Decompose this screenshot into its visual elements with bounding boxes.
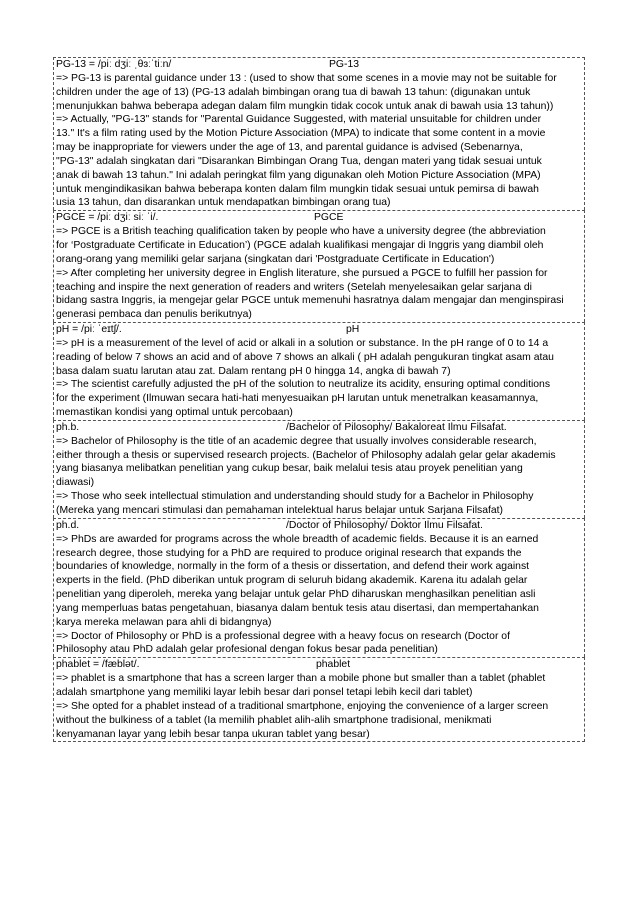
entry-text-line: teaching and inspire the next generation of readers and writers (Setelah menyelesaikan gelar sarjana di bbox=[56, 281, 532, 293]
entry-header bbox=[54, 211, 584, 225]
entry-text-line: boundaries of knowledge, normally in the form of a thesis or dissertation, and defend their work against bbox=[56, 561, 530, 573]
entry-ph bbox=[53, 322, 585, 420]
entry-text-line: reading of below 7 shows an acid and of above 7 shows an alkali ( pH adalah pengukuran tingkat asam atau bbox=[56, 351, 554, 363]
entry-text-line: (Mereka yang mencari stimulasi dan pemahaman intelektual harus belajar untuk Sarjana Filsafat) bbox=[56, 505, 504, 516]
entry-text-line: for the experiment (Ilmuwan secara hati-hati menyesuaikan pH larutan untuk menetralkan keasamannya, bbox=[56, 393, 539, 405]
entry-phablet bbox=[53, 657, 585, 742]
entry-text-line: untuk mengindikasikan bahwa beberapa konten dalam film mungkin tidak sesuai untuk pemirsa di bawah bbox=[56, 183, 539, 195]
entry-text-line: menunjukkan bahwa beberapa adegan dalam film mungkin tidak cocok untuk anak di bawah usia 13 tahun)) bbox=[56, 100, 554, 112]
entry-text-line: children under the age of 13) (PG-13 adalah bimbingan orang tua di bawah 13 tahun: (digunakan untuk bbox=[56, 86, 531, 98]
entry-term: pH bbox=[346, 324, 360, 336]
entry-text-line: => Those who seek intellectual stimulation and understanding should study for a Bachelor in Philosophy bbox=[56, 491, 534, 503]
entry-text-line: may be inappropriate for viewers under the age of 13, and parental guidance is advised (Sebenarnya, bbox=[56, 142, 523, 154]
entry-pronunciation: PGCE = /piː dʒiː siː ˈi/. bbox=[56, 212, 159, 224]
entry-phd bbox=[53, 518, 585, 657]
entry-text-line: => Bachelor of Philosophy is the title of an academic degree that usually involves considerable research, bbox=[56, 435, 537, 447]
entry-text-line: kenyamanan layar yang lebih besar tanpa ukuran tablet yang besar) bbox=[56, 728, 370, 740]
entry-text-line: experts in the field. (PhD diberikan untuk program di seluruh bidang akademik. Karena itu adalah gelar bbox=[56, 575, 528, 587]
entry-text-line: orang-orang yang memiliki gelar sarjana (singkatan dari 'Postgraduate Certificate in Education') bbox=[56, 253, 495, 265]
entry-pronunciation: PG-13 = /piː dʒiː ˌθɜːˈtiːn/ bbox=[56, 59, 172, 70]
entry-text-line: anak di bawah 13 tahun." Ini adalah peringkat film yang digunakan oleh Motion Picture Association (MPA) bbox=[56, 169, 541, 181]
entry-text-line: => Actually, "PG-13" stands for "Parental Guidance Suggested, with material unsuitable for children under bbox=[56, 114, 542, 126]
entry-phb bbox=[53, 420, 585, 518]
entry-text-line: => The scientist carefully adjusted the pH of the solution to neutralize its acidity, ensuring optimal conditions bbox=[56, 379, 551, 391]
entry-text-line: "PG-13" adalah singkatan dari "Disarankan Bimbingan Orang Tua, dengan materi yang tidak sesuai untuk bbox=[56, 155, 542, 167]
entry-text-line: => Doctor of Philosophy or PhD is a professional degree with a heavy focus on research (Doctor of bbox=[56, 630, 510, 642]
entry-term: phablet bbox=[316, 659, 351, 671]
entry-text-line: yang memperluas batas pengetahuan, biasanya dalam bentuk tesis atau disertasi, dan mempertahankan bbox=[56, 602, 539, 614]
entry-text-line: diawasi) bbox=[56, 477, 95, 489]
entry-text-line: without the bulkiness of a tablet (Ia memilih phablet alih-alih smartphone tradisional, menikmati bbox=[56, 714, 492, 726]
entry-term: /Bachelor of Pilosophy/ Bakaloreat Ilmu Filsafat. bbox=[286, 421, 507, 433]
entry-text-line: usia 13 tahun, dan disarankan untuk mendapatkan bimbingan orang tua) bbox=[56, 197, 391, 209]
entry-text-line: basa dalam suatu larutan atau zat. Dalam rentang pH 0 hingga 14, angka di bawah 7) bbox=[56, 365, 451, 377]
entry-text-line: for ‘Postgraduate Certificate in Education’) (PGCE adalah kualifikasi mengajar di Inggris yang diambil oleh bbox=[56, 239, 544, 251]
entry-pronunciation: pH = /piː ˈeɪtʃ/. bbox=[56, 324, 122, 336]
entry-text-line: bidang sastra Inggris, ia mengejar gelar PGCE untuk memenuhi hasratnya dalam mengajar dan menginspirasi bbox=[56, 295, 564, 307]
entry-header bbox=[54, 323, 584, 337]
entry-text-line: research degree, those studying for a PhD are required to produce original research that expands the bbox=[56, 547, 522, 559]
entry-term: /Doctor of Philosophy/ Doktor Ilmu Filsafat. bbox=[286, 519, 483, 531]
entry-text-line: => PGCE is a British teaching qualification taken by people who have a university degree (the abbreviation bbox=[56, 226, 546, 238]
entry-text-line: 13." It's a film rating used by the Motion Picture Association (MPA) to indicate that some content in a movie bbox=[56, 128, 546, 140]
entry-text-line: Philosophy atau PhD adalah gelar profesional dengan fokus besar pada penelitian) bbox=[56, 644, 438, 656]
entry-text-line: => PhDs are awarded for programs across the whole breadth of academic fields. Because it is an earned bbox=[56, 533, 539, 545]
entry-text-line: adalah smartphone yang memiliki layar lebih besar dari ponsel tetapi lebih kecil dari tablet) bbox=[56, 686, 473, 698]
entry-term: PG-13 bbox=[329, 59, 360, 70]
dictionary-document bbox=[53, 57, 585, 742]
entry-term: PGCE bbox=[314, 212, 344, 224]
entry-text-line: => pH is a measurement of the level of acid or alkali in a solution or substance. In the pH range of 0 to 14 a bbox=[56, 337, 549, 349]
entry-header bbox=[54, 421, 584, 435]
entry-pg-13 bbox=[53, 57, 585, 210]
entry-pronunciation: ph.d. bbox=[56, 519, 80, 531]
entry-header bbox=[54, 58, 584, 72]
entry-text-line: => phablet is a smartphone that has a screen larger than a mobile phone but smaller than a tablet (phablet bbox=[56, 673, 546, 685]
entry-text-line: karya mereka melawan para ahli di bidangnya) bbox=[56, 616, 272, 628]
entry-text-line: penelitian yang diperoleh, mereka yang belajar untuk gelar PhD diharuskan menghasilkan penelitian asli bbox=[56, 589, 536, 601]
entry-header bbox=[54, 658, 584, 672]
entry-text-line: => After completing her university degree in English literature, she pursued a PGCE to fulfill her passion for bbox=[56, 267, 548, 279]
entry-text-line: either through a thesis or supervised research projects. (Bachelor of Philosophy adalah gelar gelar akademis bbox=[56, 449, 556, 461]
entry-pronunciation: ph.b. bbox=[56, 421, 80, 433]
entry-text-line: => She opted for a phablet instead of a traditional smartphone, enjoying the convenience of a larger screen bbox=[56, 700, 549, 712]
entry-text-line: generasi pembaca dan penulis berikutnya) bbox=[56, 309, 252, 321]
entry-text-line: => PG-13 is parental guidance under 13 : (used to show that some scenes in a movie may not be suitable for bbox=[56, 72, 557, 84]
entry-pronunciation: phablet = /fæblət/. bbox=[56, 659, 140, 671]
entry-pgce bbox=[53, 210, 585, 322]
entry-text-line: yang biasanya melibatkan penelitian yang cukup besar, baik melalui tesis atau proyek penelitian yang bbox=[56, 463, 523, 475]
entry-header bbox=[54, 519, 584, 533]
entry-text-line: memastikan kondisi yang optimal untuk percobaan) bbox=[56, 407, 293, 419]
